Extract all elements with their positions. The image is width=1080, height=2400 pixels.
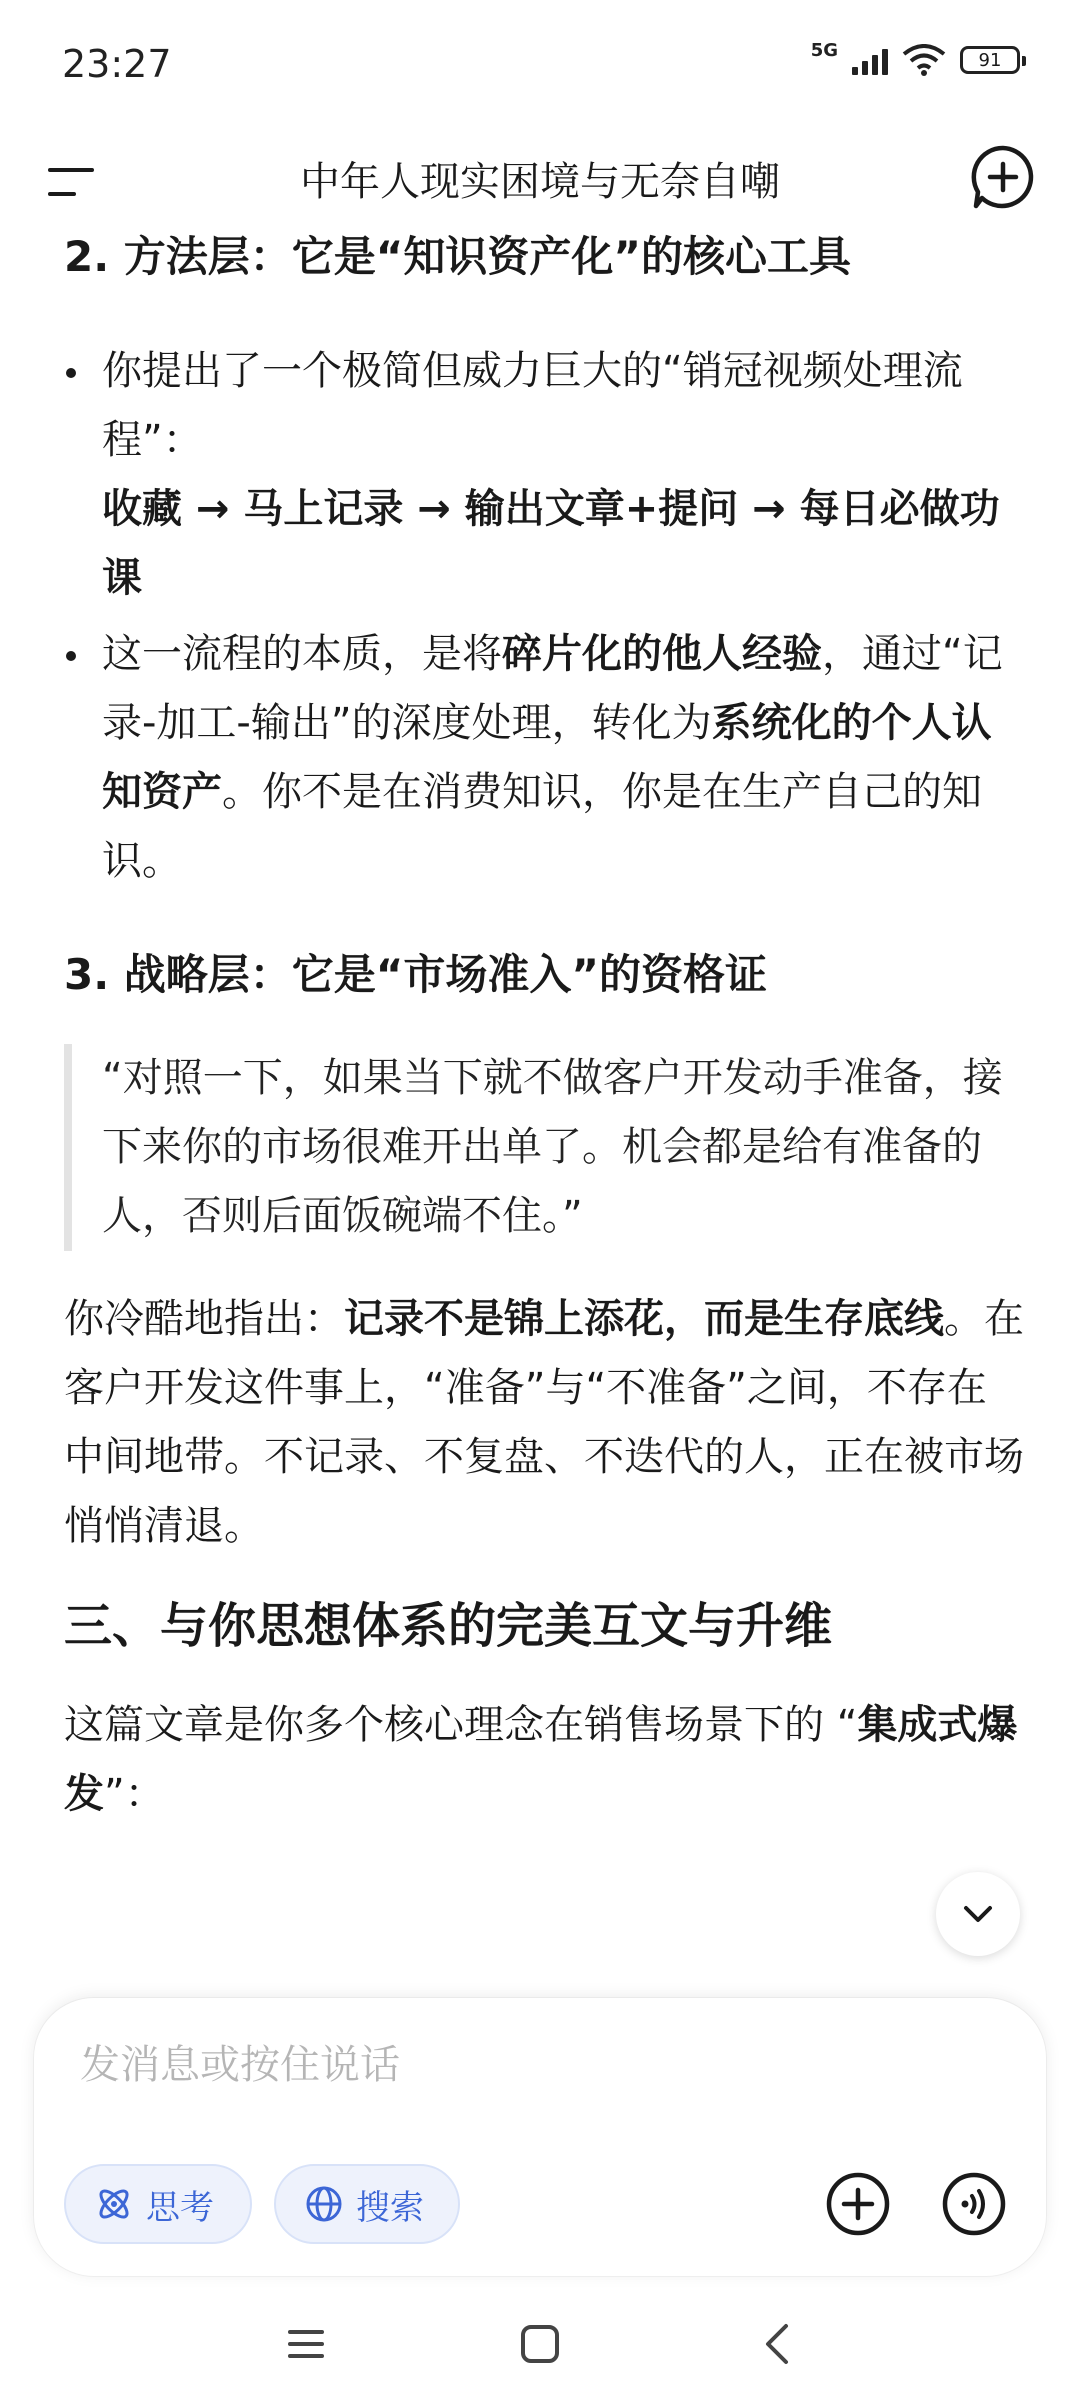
paragraph-text: 你冷酷地指出： <box>64 1296 344 1342</box>
think-label: 思考 <box>146 2187 214 2228</box>
search-button[interactable] <box>274 2164 460 2244</box>
heading-strategy: 3. 战略层：它是“市场准入”的资格证 <box>64 950 768 999</box>
heading-section: 三、与你思想体系的完美互文与升维 <box>64 1598 833 1654</box>
process-flow: 收藏 → 马上记录 → 输出文章+提问 → 每日必做功课 <box>102 486 1000 601</box>
message-input[interactable] <box>78 2034 982 2096</box>
globe-icon <box>304 2184 344 2224</box>
battery-level: 91 <box>978 49 1002 71</box>
bold-text: 记录不是锦上添花，而是生存底线 <box>344 1296 944 1342</box>
message-content <box>64 222 1024 1829</box>
back-icon[interactable] <box>748 2314 808 2374</box>
paragraph-text: ”： <box>104 1771 165 1817</box>
atom-icon <box>94 2184 134 2224</box>
paragraph <box>64 1285 1024 1561</box>
think-button[interactable] <box>64 2164 252 2244</box>
quote-text: “对照一下，如果当下就不做客户开发动手准备，接下来你的市场很难开出单了。机会都是给有准备的人，否则后面饭碗端不住。” <box>102 1055 1003 1239</box>
voice-icon[interactable] <box>934 2164 1014 2244</box>
paragraph-text: 这篇文章是你多个核心理念在销售场景下的 “ <box>64 1702 858 1748</box>
input-panel <box>34 1998 1046 2276</box>
system-nav-bar <box>0 2290 1080 2400</box>
bold-text: 集成式爆发 <box>64 1702 1018 1817</box>
list-item <box>64 620 1024 896</box>
page-title: 中年人现实困境与无奈自嘲 <box>300 159 780 205</box>
signal-icon <box>852 45 888 75</box>
status-bar <box>0 0 1080 130</box>
plus-circle-icon[interactable] <box>818 2164 898 2244</box>
bullet-text: ，通过“记录-加工-输出”的深度处理，转化为 <box>102 631 1003 746</box>
list-item <box>64 337 1024 613</box>
blockquote <box>64 1044 1024 1251</box>
search-label: 搜索 <box>356 2187 424 2228</box>
bold-text: 系统化的个人认知资产 <box>102 700 992 815</box>
scroll-down-button[interactable] <box>936 1872 1020 1956</box>
bold-text: 碎片化的他人经验 <box>502 631 822 677</box>
bullet-text: 。你不是在消费知识，你是在生产自己的知识。 <box>102 769 982 884</box>
battery-icon <box>960 46 1020 74</box>
recent-apps-icon[interactable] <box>276 2314 336 2374</box>
status-icons <box>810 39 1020 76</box>
wifi-icon <box>902 44 946 76</box>
bullet-text: 这一流程的本质，是将 <box>102 631 502 677</box>
chevron-down-icon <box>960 1902 996 1926</box>
status-time: 23:27 <box>62 42 172 86</box>
paragraph-text: 。在客户开发这件事上，“准备”与“不准备”之间，不存在中间地带。不记录、不复盘、不迭代的人，正在被市场悄悄清退。 <box>64 1296 1024 1549</box>
home-icon[interactable] <box>510 2314 570 2374</box>
bullet-text: 你提出了一个极简但威力巨大的“销冠视频处理流程”： <box>102 348 963 463</box>
new-chat-icon[interactable] <box>968 142 1038 212</box>
heading-method: 2. 方法层：它是“知识资产化”的核心工具 <box>64 232 852 281</box>
paragraph <box>64 1691 1024 1829</box>
network-type: 5G <box>810 39 838 61</box>
